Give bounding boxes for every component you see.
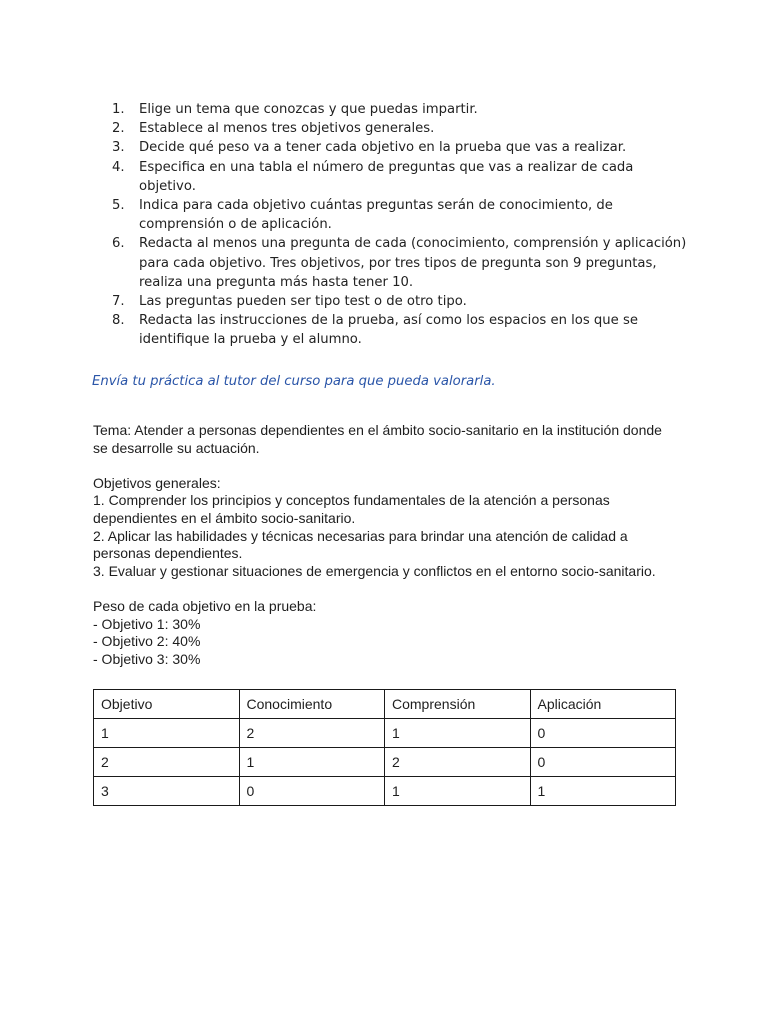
list-text: Redacta al menos una pregunta de cada (conocimiento, comprensión y aplicación) para cada objetivo. Tres objetivos, por tres tipos de pregunta son 9 preguntas, realiza una pregunta más hasta tener 10. (139, 236, 687, 290)
peso-heading: Peso de cada objetivo en la prueba: (93, 597, 317, 614)
tema-line: se desarrolle su actuación. (93, 439, 260, 456)
table-cell: 0 (530, 748, 676, 777)
list-text: Elige un tema que conozcas y que puedas impartir. (139, 102, 478, 117)
list-number: 1. (112, 102, 125, 117)
objetivos-heading: Objetivos generales: (93, 474, 221, 491)
table-cell: 1 (239, 748, 385, 777)
answer-section (93, 422, 693, 668)
tema-line: Tema: Atender a personas dependientes en el ámbito socio-sanitario en la institución donde (93, 422, 662, 438)
list-text: Las preguntas pueden ser tipo test o de otro tipo. (139, 294, 467, 310)
table-cell: 3 (94, 777, 240, 806)
objetivo-line: 2. Aplicar las habilidades y técnicas necesarias para brindar una atención de calidad a (93, 527, 628, 544)
table-cell: 1 (94, 719, 240, 748)
list-text: Redacta las instrucciones de la prueba, así como los espacios en los que se identifique la prueba y el alumno. (139, 313, 638, 348)
table-header-cell: Objetivo (94, 690, 240, 719)
list-number: 4. (112, 159, 125, 175)
list-item (112, 100, 692, 119)
peso-item: - Objetivo 1: 30% (93, 615, 201, 632)
list-item (112, 311, 692, 349)
table-cell: 2 (239, 719, 385, 748)
list-item (112, 292, 692, 311)
list-number: 8. (112, 313, 125, 329)
list-item (112, 158, 692, 196)
table-header-row (94, 690, 676, 719)
list-number: 3. (112, 140, 125, 156)
objetivo-line: dependientes en el ámbito socio-sanitario. (93, 509, 356, 526)
table-cell: 0 (530, 719, 676, 748)
table-cell: 2 (385, 748, 531, 777)
list-item (112, 138, 692, 157)
list-item (112, 119, 692, 138)
table-cell: 1 (530, 777, 676, 806)
table-row (94, 748, 676, 777)
peso-item: - Objetivo 3: 30% (93, 650, 201, 667)
list-text: Indica para cada objetivo cuántas preguntas serán de conocimiento, de comprensión o de aplicación. (139, 198, 613, 233)
list-number: 6. (112, 236, 125, 252)
list-number: 7. (112, 294, 125, 310)
list-text: Establece al menos tres objetivos generales. (139, 121, 435, 137)
objetivo-line: 1. Comprender los principios y conceptos fundamentales de la atención a personas (93, 492, 610, 509)
submission-note: Envía tu práctica al tutor del curso para que pueda valorarla. (92, 374, 496, 389)
questions-table (93, 689, 676, 806)
table-row (94, 719, 676, 748)
list-number: 2. (112, 121, 125, 137)
list-text: Decide qué peso va a tener cada objetivo en la prueba que vas a realizar. (139, 140, 627, 156)
objetivo-line: 3. Evaluar y gestionar situaciones de emergencia y conflictos en el entorno socio-sanitario. (93, 562, 656, 579)
instructions-list (112, 100, 692, 350)
objetivo-line: personas dependientes. (93, 545, 243, 562)
table-cell: 1 (385, 719, 531, 748)
table-header-cell: Aplicación (530, 690, 676, 719)
table-cell: 2 (94, 748, 240, 777)
table-row (94, 777, 676, 806)
list-item (112, 196, 692, 234)
list-number: 5. (112, 198, 125, 214)
peso-item: - Objetivo 2: 40% (93, 633, 201, 650)
list-text: Especifica en una tabla el número de preguntas que vas a realizar de cada objetivo. (139, 159, 634, 194)
table-header-cell: Comprensión (385, 690, 531, 719)
table-header-cell: Conocimiento (239, 690, 385, 719)
list-item (112, 234, 692, 292)
table-cell: 1 (385, 777, 531, 806)
table-cell: 0 (239, 777, 385, 806)
